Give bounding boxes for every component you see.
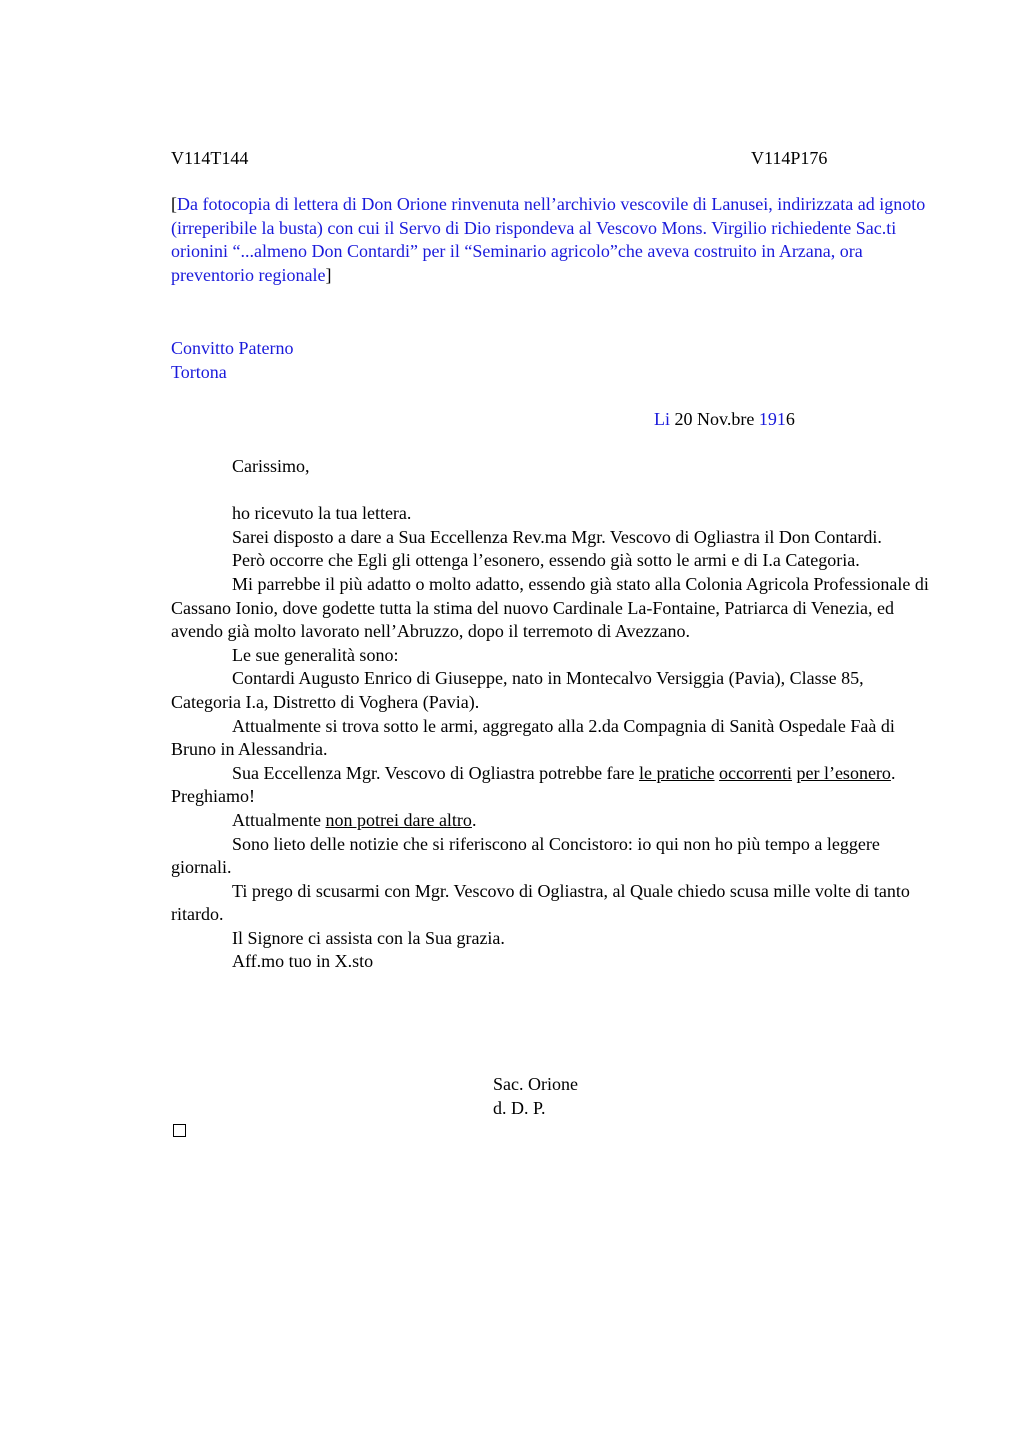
editorial-note-text: Da fotocopia di lettera di Don Orione rinvenuta nell’archivio vescovile di Lanusei, indirizzata ad ignoto (irreperibile la busta) con cui il Servo di Dio rispondeva al Vescovo Mons. Virgilio richiedente Sac.ti orionini “...almeno Don Contardi” per il “Seminario agricolo”che aveva costruito in Arzana, ora preventorio regionale <box>171 194 926 285</box>
underlined-phrase-4: non potrei dare altro <box>325 809 472 830</box>
paragraph-8-end: . Preghiamo! <box>171 762 896 807</box>
underlined-phrase-3: per l’esonero <box>796 762 891 783</box>
salutation: Carissimo, <box>232 456 310 476</box>
paragraph-3: Però occorre che Egli gli ottenga l’esonero, essendo già sotto le armi e di I.a Categoria. <box>232 550 860 571</box>
header-left-code: V114T144 <box>171 148 249 168</box>
paragraph-11: Ti prego di scusarmi con Mgr. Vescovo di Ogliastra, al Quale chiedo scusa mille volte di tanto ritardo. <box>171 880 910 925</box>
date-li: Li <box>654 409 670 429</box>
signature-line-1: Sac. Orione <box>493 1074 578 1094</box>
paragraph-4: Mi parrebbe il più adatto o molto adatto, essendo già stato alla Colonia Agricola Professionale di Cassano Ionio, dove godette tutta la stima del nuovo Cardinale La-Fontaine, Patriarca di Venezia, ed avendo già molto lavorato nell’Abruzzo, dopo il terremoto di Avezzano. <box>171 573 929 642</box>
paragraph-10: Sono lieto delle notizie che si riferiscono al Concistoro: io qui non ho più tempo a leggere giornali. <box>171 833 880 878</box>
paragraph-12: Il Signore ci assista con la Sua grazia. <box>232 927 505 948</box>
letter-date <box>654 408 795 432</box>
paragraph-13: Aff.mo tuo in X.sto <box>232 951 374 972</box>
paragraph-2: Sarei disposto a dare a Sua Eccellenza Rev.ma Mgr. Vescovo di Ogliastra il Don Contardi. <box>232 526 882 547</box>
paragraph-8-start: Sua Eccellenza Mgr. Vescovo di Ogliastra potrebbe fare <box>232 762 640 783</box>
paragraph-8 <box>171 762 931 809</box>
letterhead-line-2: Tortona <box>171 362 227 382</box>
letterhead-line-1: Convitto Paterno <box>171 338 294 358</box>
paragraph-6: Contardi Augusto Enrico di Giuseppe, nato in Montecalvo Versiggia (Pavia), Classe 85, Categoria I.a, Distretto di Voghera (Pavia). <box>171 668 864 712</box>
date-day-month: 20 Nov.bre <box>670 409 759 429</box>
header-right-code: V114P176 <box>751 148 828 168</box>
paragraph-9 <box>171 809 931 833</box>
underlined-phrase-1: le pratiche <box>639 762 715 783</box>
empty-box-icon <box>173 1124 186 1137</box>
underlined-phrase-2: occorrenti <box>719 762 792 783</box>
paragraph-9-start: Attualmente <box>232 809 326 830</box>
paragraph-7: Attualmente si trova sotto le armi, aggregato alla 2.da Compagnia di Sanità Ospedale Faà di Bruno in Alessandria. <box>171 715 895 760</box>
date-year-suffix: 6 <box>785 409 795 429</box>
paragraph-9-end: . <box>471 809 477 830</box>
signature-line-2: d. D. P. <box>493 1098 546 1118</box>
close-bracket: ] <box>325 264 332 285</box>
editorial-note <box>171 193 931 287</box>
paragraph-1: ho ricevuto la tua lettera. <box>232 503 412 524</box>
letter-body <box>171 455 931 974</box>
paragraph-5: Le sue generalità sono: <box>232 644 399 665</box>
date-year-prefix: 191 <box>758 409 786 429</box>
open-bracket: [ <box>171 194 177 214</box>
